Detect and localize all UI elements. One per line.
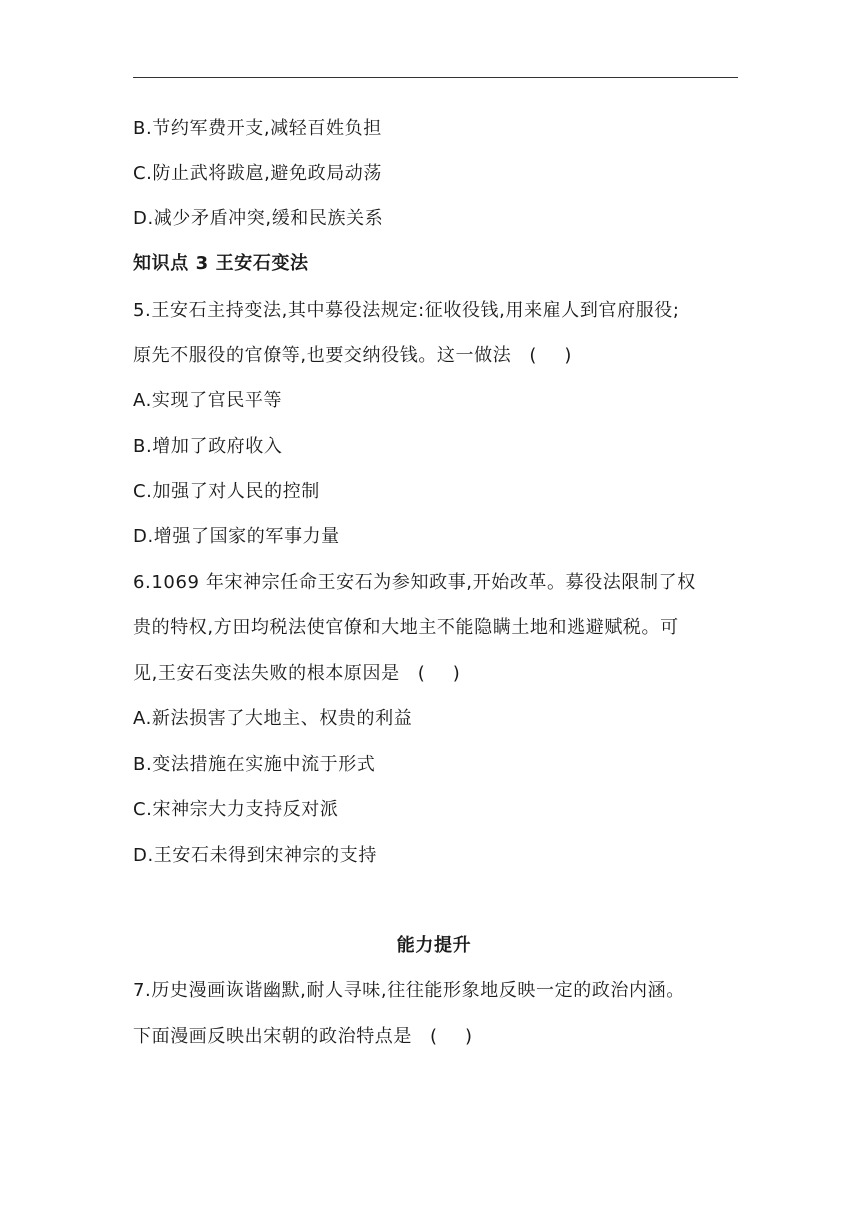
q5-option-c: C.加强了对人民的控制 (133, 481, 320, 502)
q5-option-a: A.实现了官民平等 (133, 390, 283, 411)
q5-option-b: B.增加了政府收入 (133, 436, 283, 457)
q6-stem-line-2: 贵的特权,方田均税法使官僚和大地主不能隐瞒土地和逃避赋税。可 (133, 617, 679, 638)
q5-stem-line-1: 5.王安石主持变法,其中募役法规定:征收役钱,用来雇人到官府服役; (133, 300, 680, 321)
q6-stem-text: 见,王安石变法失败的根本原因是 (133, 663, 400, 684)
q6-option-d: D.王安石未得到宋神宗的支持 (133, 845, 377, 866)
q7-stem-line-1: 7.历史漫画诙谐幽默,耐人寻味,往往能形象地反映一定的政治内涵。 (133, 980, 685, 1001)
q6-option-b: B.变法措施在实施中流于形式 (133, 754, 376, 775)
q4-option-d: D.减少矛盾冲突,缓和民族关系 (133, 208, 384, 229)
knowledge-point-heading: 知识点 3 王安石变法 (133, 253, 309, 274)
q7-stem-line-2 (133, 1025, 472, 1049)
q6-option-c: C.宋神宗大力支持反对派 (133, 799, 339, 820)
section-title: 能力提升 (396, 935, 472, 956)
q7-answer-blank: ( ) (430, 1026, 473, 1047)
q5-answer-blank: ( ) (529, 345, 572, 366)
q5-stem-line-2 (133, 344, 571, 368)
q6-stem-line-1: 6.1069 年宋神宗任命王安石为参知政事,开始改革。募役法限制了权 (133, 572, 696, 593)
q6-option-a: A.新法损害了大地主、权贵的利益 (133, 708, 413, 729)
q4-option-c: C.防止武将跋扈,避免政局动荡 (133, 163, 383, 184)
q7-stem-text: 下面漫画反映出宋朝的政治特点是 (133, 1026, 412, 1047)
q6-stem-line-3 (133, 662, 460, 686)
header-rule (133, 77, 738, 78)
q5-stem-text: 原先不服役的官僚等,也要交纳役钱。这一做法 (133, 345, 512, 366)
q4-option-b: B.节约军费开支,减轻百姓负担 (133, 118, 382, 139)
q5-option-d: D.增强了国家的军事力量 (133, 526, 340, 547)
q6-answer-blank: ( ) (417, 663, 460, 684)
